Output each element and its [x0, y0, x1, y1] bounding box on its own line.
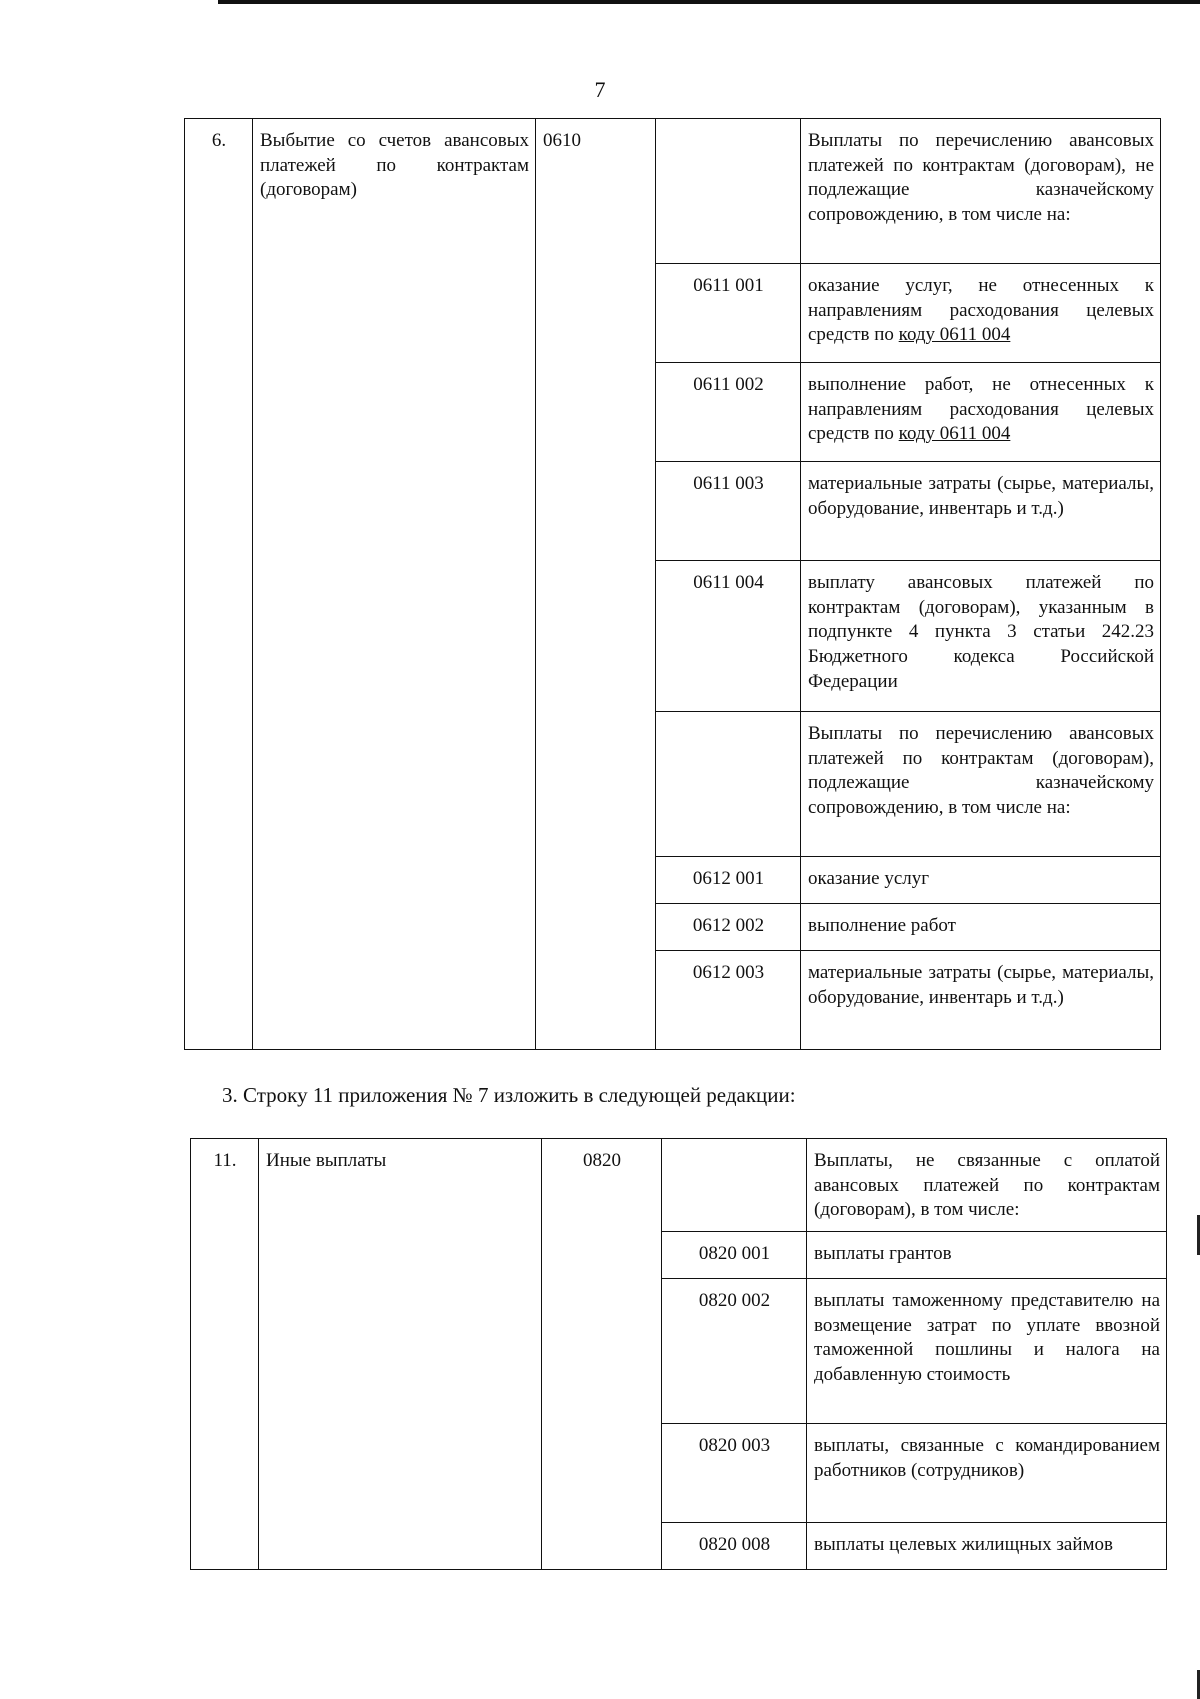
- row-number: 6.: [185, 119, 253, 1050]
- empty-code-cell: [662, 1139, 807, 1232]
- code-reference-link: коду 0611 004: [898, 423, 1011, 445]
- item-text: оказание услуг: [801, 857, 1161, 904]
- item-text: выплаты целевых жилищных займов: [807, 1523, 1167, 1570]
- row-number: 11.: [191, 1139, 259, 1570]
- item-code: 0611 002: [656, 363, 801, 462]
- page-number: 7: [594, 77, 606, 102]
- item-code: 0611 001: [656, 264, 801, 363]
- row-name: Выбытие со счетов авансовых платежей по контрактам (договорам): [253, 119, 536, 1050]
- item-code: 0820 002: [662, 1279, 807, 1424]
- group-header: Выплаты по перечислению авансовых платежей по контрактам (договорам), не подлежащие казначейскому сопровождению, в том числе на:: [801, 119, 1161, 264]
- accounts-table-row-11: [190, 1138, 1167, 1570]
- instruction-paragraph: 3. Строку 11 приложения № 7 изложить в следующей редакции:: [222, 1083, 796, 1107]
- accounts-table-row-6: [184, 118, 1161, 1050]
- code-reference-link: коду 0611 004: [898, 324, 1011, 346]
- item-code: 0820 001: [662, 1232, 807, 1279]
- group-header: Выплаты, не связанные с оплатой авансовых платежей по контрактам (договорам), в том числе:: [807, 1139, 1167, 1232]
- empty-code-cell: [656, 119, 801, 264]
- item-code: 0611 004: [656, 561, 801, 712]
- item-code: 0612 002: [656, 904, 801, 951]
- item-text-body: оказание услуг, не отнесенных к направлениям расходования целевых средств по: [808, 275, 1154, 346]
- item-text: выплаты грантов: [807, 1232, 1167, 1279]
- item-text: выплаты таможенному представителю на возмещение затрат по уплате ввозной таможенной пошлины и налога на добавленную стоимость: [807, 1279, 1167, 1424]
- row-name: Иные выплаты: [259, 1139, 542, 1570]
- item-text-body: выполнение работ, не отнесенных к направлениям расходования целевых средств по: [808, 374, 1154, 445]
- item-text: [801, 363, 1161, 462]
- row-code: 0610: [536, 119, 656, 1050]
- item-code: 0820 003: [662, 1424, 807, 1523]
- item-text: материальные затраты (сырье, материалы, оборудование, инвентарь и т.д.): [801, 951, 1161, 1050]
- empty-code-cell: [656, 712, 801, 857]
- item-code: 0611 003: [656, 462, 801, 561]
- item-text: материальные затраты (сырье, материалы, оборудование, инвентарь и т.д.): [801, 462, 1161, 561]
- top-border-line: [218, 0, 1200, 4]
- item-text: выплату авансовых платежей по контрактам (договорам), указанным в подпункте 4 пункта 3 статьи 242.23 Бюджетного кодекса Российской Федерации: [801, 561, 1161, 712]
- group-header: Выплаты по перечислению авансовых платежей по контрактам (договорам), подлежащие казначейскому сопровождению, в том числе на:: [801, 712, 1161, 857]
- item-code: 0612 001: [656, 857, 801, 904]
- table-row: [185, 119, 1161, 264]
- item-code: 0612 003: [656, 951, 801, 1050]
- item-text: выполнение работ: [801, 904, 1161, 951]
- table-row: [191, 1139, 1167, 1232]
- item-code: 0820 008: [662, 1523, 807, 1570]
- row-code: 0820: [542, 1139, 662, 1570]
- item-text: выплаты, связанные с командированием работников (сотрудников): [807, 1424, 1167, 1523]
- item-text: [801, 264, 1161, 363]
